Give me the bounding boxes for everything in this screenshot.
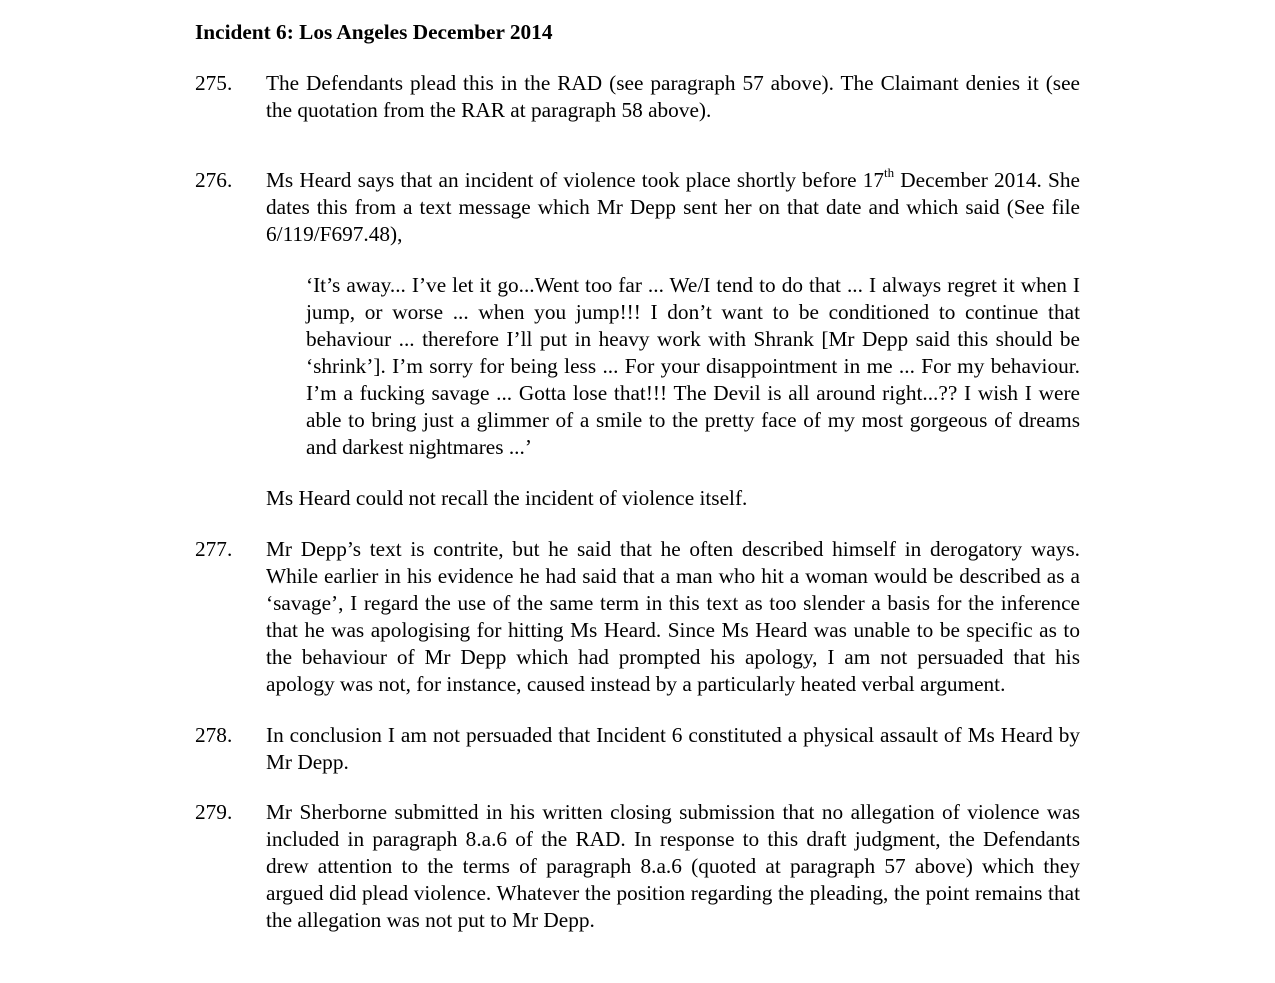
judgment-page (195, 18, 1080, 934)
paragraph-text: Mr Sherborne submitted in his written closing submission that no allegation of violence was included in paragraph 8.a.6 of the RAD. In response to this draft judgment, the Defendants drew attention to the terms of paragraph 8.a.6 (quoted at paragraph 57 above) which they argued did plead violence. Whatever the position regarding the pleading, the point remains that the allegation was not put to Mr Depp. (266, 800, 1080, 932)
paragraph-number: 277. (195, 537, 233, 561)
paragraph-number: 278. (195, 723, 233, 747)
paragraph-number: 276. (195, 168, 233, 192)
paragraph-number: 275. (195, 71, 233, 95)
paragraph-275 (195, 70, 1080, 124)
paragraph-text (266, 164, 1080, 248)
section-heading: Incident 6: Los Angeles December 2014 (195, 20, 553, 44)
paragraph-277 (195, 536, 1080, 698)
paragraph-text-part: Ms Heard says that an incident of violence took place shortly before 17 (266, 168, 885, 192)
paragraph-278 (195, 722, 1080, 776)
ordinal-superscript: th (884, 164, 895, 180)
paragraph-number: 279. (195, 800, 233, 824)
paragraph-continuation: Ms Heard could not recall the incident of violence itself. (266, 486, 748, 510)
paragraph-text: The Defendants plead this in the RAD (see paragraph 57 above). The Claimant denies it (see the quotation from the RAR at paragraph 58 above). (266, 71, 1080, 122)
paragraph-text-part: December 2014. She dates this from a text message which Mr Depp sent her on that date and which said (See file 6/119/F697.48), (266, 168, 1080, 246)
paragraph-279 (195, 799, 1080, 934)
paragraph-276 (195, 164, 1080, 512)
paragraph-text: In conclusion I am not persuaded that Incident 6 constituted a physical assault of Ms Heard by Mr Depp. (266, 723, 1080, 774)
block-quote: ‘It’s away... I’ve let it go...Went too far ... We/I tend to do that ... I always regret it when I jump, or worse ... when you jump!!! I don’t want to be conditioned to continue that behaviour ... therefore I’ll put in heavy work with Shrank [Mr Depp said this should be ‘shrink’]. I’m sorry for being less ... For your disappointment in me ... For my behaviour. I’m a fucking savage ... Gotta lose that!!! The Devil is all around right...?? I wish I were able to bring just a glimmer of a smile to the pretty face of my most gorgeous of dreams and darkest nightmares ...’ (306, 273, 1080, 459)
paragraph-text: Mr Depp’s text is contrite, but he said that he often described himself in derogatory ways. While earlier in his evidence he had said that a man who hit a woman would be described as a ‘savage’, I regard the use of the same term in this text as too slender a basis for the inference that he was apologising for hitting Ms Heard. Since Ms Heard was unable to be specific as to the behaviour of Mr Depp which had prompted his apology, I am not persuaded that his apology was not, for instance, caused instead by a particularly heated verbal argument. (266, 537, 1080, 696)
